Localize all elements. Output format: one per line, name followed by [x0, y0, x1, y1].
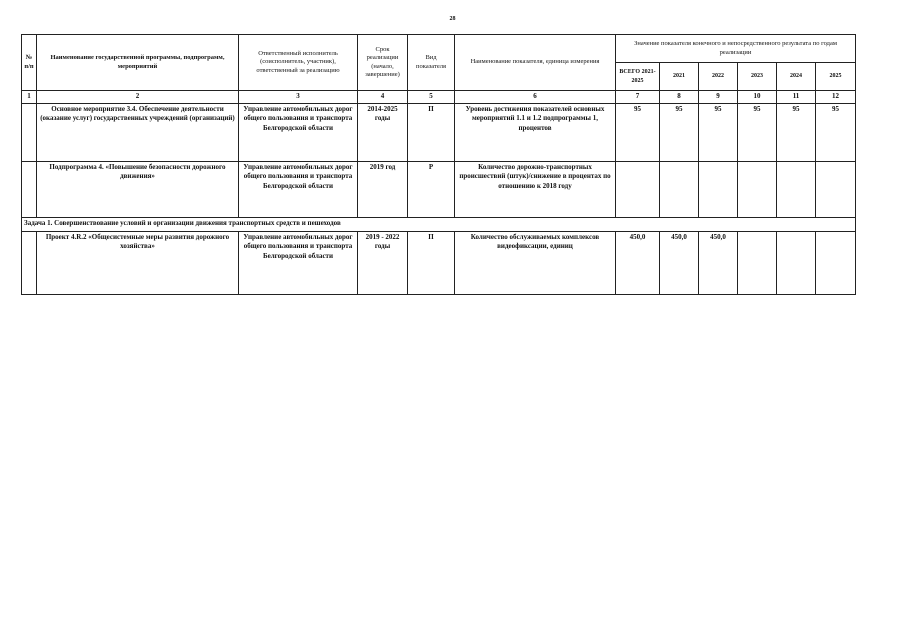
column-number: 2 — [37, 91, 239, 104]
row-name: Основное мероприятие 3.4. Обеспечение деятельности (оказание услуг) государственных учреждений (организаций) — [37, 103, 239, 161]
row-value — [699, 161, 738, 217]
row-no — [22, 161, 37, 217]
table-row — [22, 231, 856, 294]
row-indicator: Количество обслуживаемых комплексов видеофиксации, единиц — [455, 231, 616, 294]
row-value: 95 — [738, 103, 777, 161]
row-indicator: Количество дорожно-транспортных происшествий (штук)/снижение в процентах по отношению к 2018 году — [455, 161, 616, 217]
row-value: 450,0 — [699, 231, 738, 294]
header-total: ВСЕГО 2021-2025 — [616, 63, 660, 91]
column-number: 5 — [408, 91, 455, 104]
header-name: Наименование государственной программы, подпрограмм, мероприятий — [37, 35, 239, 91]
row-value — [738, 231, 777, 294]
column-number: 10 — [738, 91, 777, 104]
row-no — [22, 231, 37, 294]
row-value — [738, 161, 777, 217]
row-value — [660, 161, 699, 217]
row-value: 95 — [660, 103, 699, 161]
column-number: 3 — [239, 91, 358, 104]
header-year: 2024 — [777, 63, 816, 91]
row-indicator: Уровень достижения показателей основных мероприятий 1.1 и 1.2 подпрограммы 1, процентов — [455, 103, 616, 161]
column-number: 7 — [616, 91, 660, 104]
row-value-total: 450,0 — [616, 231, 660, 294]
header-year: 2025 — [816, 63, 856, 91]
column-number: 8 — [660, 91, 699, 104]
header-indicator: Наименование показателя, единица измерения — [455, 35, 616, 91]
row-type: П — [408, 231, 455, 294]
row-value — [777, 161, 816, 217]
row-value: 95 — [699, 103, 738, 161]
table-row — [22, 103, 856, 161]
row-value — [816, 161, 856, 217]
header-type: Вид показателя — [408, 35, 455, 91]
row-value-total — [616, 161, 660, 217]
table-row — [22, 161, 856, 217]
row-executor: Управление автомобильных дорог общего пользования и транспорта Белгородской области — [239, 161, 358, 217]
row-value — [816, 231, 856, 294]
header-year: 2023 — [738, 63, 777, 91]
program-table — [21, 34, 856, 295]
header-no: № п/п — [22, 35, 37, 91]
task-row — [22, 217, 856, 231]
row-value: 450,0 — [660, 231, 699, 294]
column-number: 9 — [699, 91, 738, 104]
header-period: Срок реализации (начало, завершение) — [358, 35, 408, 91]
header-executor: Ответственный исполнитель (соисполнитель, участник), ответственный за реализацию — [239, 35, 358, 91]
header-year: 2021 — [660, 63, 699, 91]
column-number: 4 — [358, 91, 408, 104]
row-name: Проект 4.R.2 «Общесистемные меры развития дорожного хозяйства» — [37, 231, 239, 294]
row-executor: Управление автомобильных дорог общего пользования и транспорта Белгородской области — [239, 103, 358, 161]
row-period: 2014-2025 годы — [358, 103, 408, 161]
column-number: 1 — [22, 91, 37, 104]
column-number: 12 — [816, 91, 856, 104]
row-no — [22, 103, 37, 161]
header-year: 2022 — [699, 63, 738, 91]
row-name: Подпрограмма 4. «Повышение безопасности дорожного движения» — [37, 161, 239, 217]
row-executor: Управление автомобильных дорог общего пользования и транспорта Белгородской области — [239, 231, 358, 294]
row-value — [777, 231, 816, 294]
column-number: 6 — [455, 91, 616, 104]
row-type: П — [408, 103, 455, 161]
header-values-group: Значение показателя конечного и непосредственного результата по годам реализации — [616, 35, 856, 63]
row-value-total: 95 — [616, 103, 660, 161]
row-period: 2019 год — [358, 161, 408, 217]
row-value: 95 — [816, 103, 856, 161]
row-period: 2019 - 2022 годы — [358, 231, 408, 294]
page-number: 28 — [449, 16, 456, 22]
task-title: Задача 1. Совершенствование условий и организации движения транспортных средств и пешеходов — [22, 217, 856, 231]
row-value: 95 — [777, 103, 816, 161]
column-number: 11 — [777, 91, 816, 104]
row-type: Р — [408, 161, 455, 217]
column-number-row — [22, 91, 856, 104]
